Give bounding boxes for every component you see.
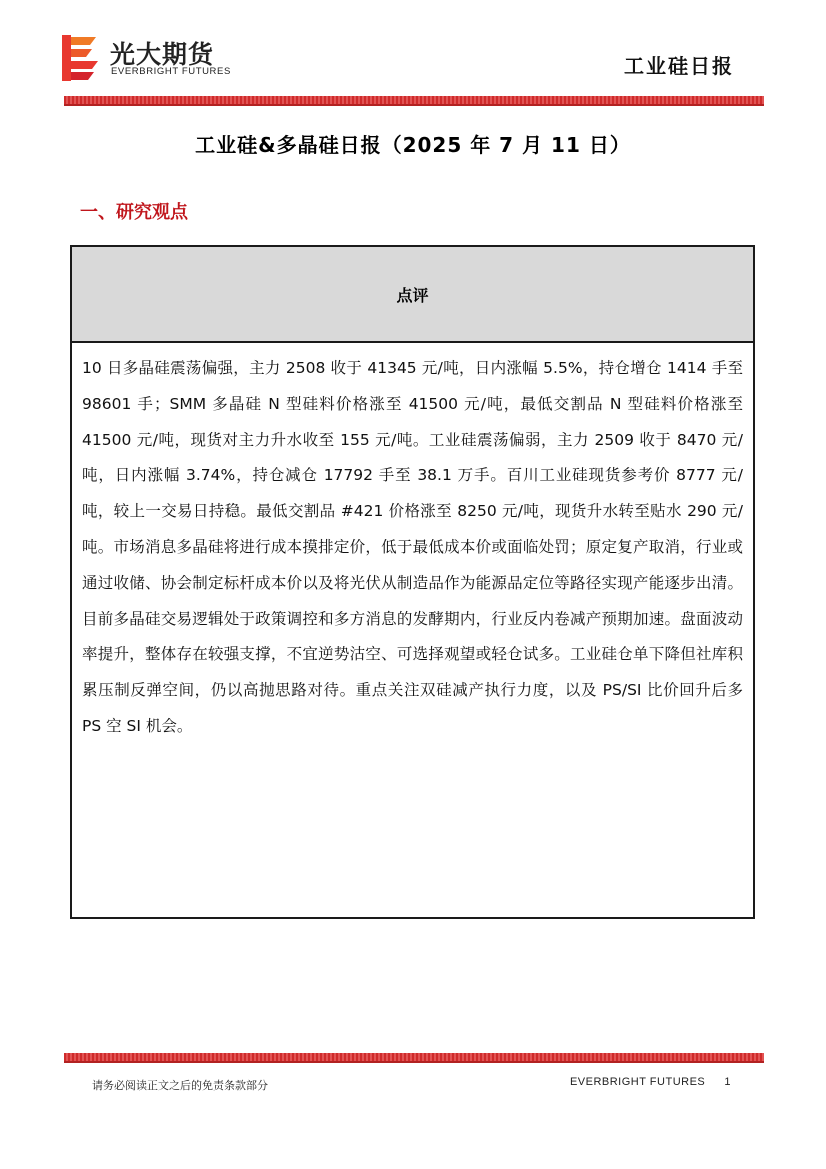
everbright-logo-icon — [62, 35, 100, 81]
page-number: 1 — [724, 1076, 731, 1088]
document-title: 工业硅&多晶硅日报（2025 年 7 月 11 日） — [195, 133, 631, 157]
footer-divider — [64, 1053, 764, 1061]
commentary-body: 10 日多晶硅震荡偏强，主力 2508 收于 41345 元/吨，日内涨幅 5.5%，持仓增仓 1414 手至 98601 手；SMM 多晶硅 N 型硅料价格涨至 41500 元/吨，最低交割品 N 型硅料价格涨至 41500 元/吨，现货对主力升水收至 155 元/吨。工业硅震荡偏弱，主力 2509 收于 8470 元/吨，日内涨幅 3.74%，持仓减仓 17792 手至 38.1 万手。百川工业硅现货参考价 8777 元/吨，较上一交易日持稳。最低交割品 #421 价格涨至 8250 元/吨，现货升水转至贴水 290 元/吨。市场消息多晶硅将进行成本摸排定价，低于最低成本价或面临处罚；原定复产取消，行业或通过收储、协会制定标杆成本价以及将光伏从制造品作为能源品定位等路径实现产能逐步出清。目前多晶硅交易逻辑处于政策调控和多方消息的发酵期内，行业反内卷减产预期加速。盘面波动率提升，整体存在较强支撑，不宜逆势沽空、可选择观望或轻仓试多。工业硅仓单下降但社库积累压制反弹空间，仍以高抛思路对待。重点关注双硅减产执行力度，以及 PS/SI 比价回升后多 PS 空 SI 机会。 — [82, 359, 743, 735]
commentary-header: 点评 — [72, 247, 753, 343]
footer-brand: EVERBRIGHT FUTURES — [569, 1076, 706, 1088]
header-divider — [64, 96, 764, 104]
header-divider-line — [64, 104, 764, 106]
commentary-table — [70, 245, 755, 919]
report-type-title: 工业硅日报 — [624, 54, 734, 78]
footer-disclaimer: 请务必阅读正文之后的免责条款部分 — [92, 1079, 268, 1092]
logo-text-en: EVERBRIGHT FUTURES — [111, 66, 231, 77]
section-heading: 一、研究观点 — [80, 202, 188, 223]
footer-divider-line — [64, 1061, 764, 1063]
footer-brand-page — [570, 1076, 731, 1088]
logo-text-cn: 光大期货 — [110, 40, 215, 69]
